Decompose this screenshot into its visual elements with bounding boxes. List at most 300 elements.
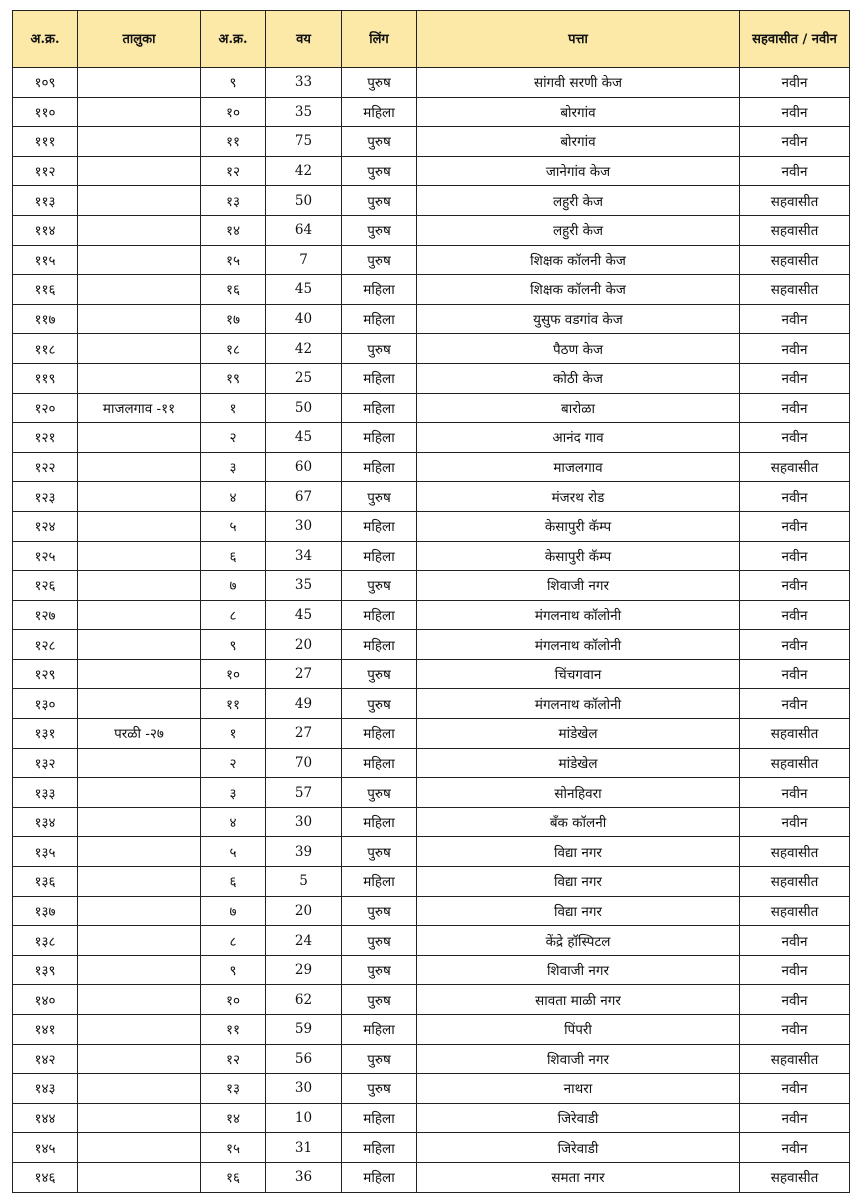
cell-taluka bbox=[78, 1074, 201, 1104]
cell-taluka bbox=[78, 127, 201, 157]
cell-status: नवीन bbox=[740, 1015, 850, 1045]
cell-gender: महिला bbox=[342, 1133, 417, 1163]
cell-sub-serial: १६ bbox=[201, 1162, 266, 1192]
cell-status: नवीन bbox=[740, 926, 850, 956]
cell-serial: १११ bbox=[13, 127, 78, 157]
cell-gender: पुरुष bbox=[342, 334, 417, 364]
cell-serial: १२४ bbox=[13, 511, 78, 541]
cell-status: सहवासीत bbox=[740, 837, 850, 867]
cell-address: शिवाजी नगर bbox=[417, 955, 740, 985]
cell-taluka bbox=[78, 837, 201, 867]
cell-gender: महिला bbox=[342, 1103, 417, 1133]
cell-gender: पुरुष bbox=[342, 985, 417, 1015]
cell-age: 40 bbox=[266, 304, 342, 334]
cell-address: नाथरा bbox=[417, 1074, 740, 1104]
cell-address: सावता माळी नगर bbox=[417, 985, 740, 1015]
cell-serial: १३९ bbox=[13, 955, 78, 985]
cell-status: सहवासीत bbox=[740, 719, 850, 749]
cell-status: सहवासीत bbox=[740, 452, 850, 482]
cell-taluka bbox=[78, 689, 201, 719]
cell-serial: १०९ bbox=[13, 68, 78, 98]
cell-sub-serial: १३ bbox=[201, 186, 266, 216]
cell-status: नवीन bbox=[740, 511, 850, 541]
cell-address: माजलगाव bbox=[417, 452, 740, 482]
cell-serial: १३३ bbox=[13, 778, 78, 808]
cell-status: नवीन bbox=[740, 630, 850, 660]
patient-table bbox=[12, 10, 850, 1193]
cell-address: सोनहिवरा bbox=[417, 778, 740, 808]
cell-taluka bbox=[78, 482, 201, 512]
cell-gender: पुरुष bbox=[342, 955, 417, 985]
cell-age: 57 bbox=[266, 778, 342, 808]
table-row bbox=[13, 363, 850, 393]
cell-age: 35 bbox=[266, 571, 342, 601]
cell-taluka bbox=[78, 334, 201, 364]
cell-taluka bbox=[78, 748, 201, 778]
cell-status: सहवासीत bbox=[740, 275, 850, 305]
cell-sub-serial: ९ bbox=[201, 630, 266, 660]
cell-serial: ११३ bbox=[13, 186, 78, 216]
cell-taluka bbox=[78, 452, 201, 482]
cell-gender: महिला bbox=[342, 1162, 417, 1192]
cell-status: नवीन bbox=[740, 482, 850, 512]
cell-gender: पुरुष bbox=[342, 215, 417, 245]
table-row bbox=[13, 186, 850, 216]
cell-taluka bbox=[78, 896, 201, 926]
cell-taluka: परळी -२७ bbox=[78, 719, 201, 749]
cell-sub-serial: १५ bbox=[201, 245, 266, 275]
cell-serial: ११८ bbox=[13, 334, 78, 364]
cell-address: शिवाजी नगर bbox=[417, 1044, 740, 1074]
cell-taluka bbox=[78, 511, 201, 541]
table-row bbox=[13, 1044, 850, 1074]
cell-gender: महिला bbox=[342, 867, 417, 897]
cell-sub-serial: ५ bbox=[201, 837, 266, 867]
cell-taluka bbox=[78, 807, 201, 837]
cell-sub-serial: १५ bbox=[201, 1133, 266, 1163]
cell-status: नवीन bbox=[740, 393, 850, 423]
cell-age: 70 bbox=[266, 748, 342, 778]
cell-address: लहुरी केज bbox=[417, 186, 740, 216]
cell-gender: पुरुष bbox=[342, 1044, 417, 1074]
cell-serial: १२५ bbox=[13, 541, 78, 571]
cell-gender: पुरुष bbox=[342, 926, 417, 956]
cell-serial: १४० bbox=[13, 985, 78, 1015]
cell-taluka bbox=[78, 68, 201, 98]
cell-serial: १३० bbox=[13, 689, 78, 719]
cell-age: 29 bbox=[266, 955, 342, 985]
cell-sub-serial: ८ bbox=[201, 600, 266, 630]
cell-sub-serial: १३ bbox=[201, 1074, 266, 1104]
cell-serial: १२६ bbox=[13, 571, 78, 601]
cell-age: 30 bbox=[266, 511, 342, 541]
cell-sub-serial: ३ bbox=[201, 452, 266, 482]
cell-gender: पुरुष bbox=[342, 896, 417, 926]
cell-taluka bbox=[78, 659, 201, 689]
cell-sub-serial: ७ bbox=[201, 896, 266, 926]
cell-taluka bbox=[78, 1133, 201, 1163]
cell-sub-serial: ४ bbox=[201, 482, 266, 512]
cell-sub-serial: १४ bbox=[201, 215, 266, 245]
table-row bbox=[13, 97, 850, 127]
cell-serial: १४१ bbox=[13, 1015, 78, 1045]
cell-address: केसापुरी कॅम्प bbox=[417, 541, 740, 571]
cell-age: 62 bbox=[266, 985, 342, 1015]
cell-address: शिवाजी नगर bbox=[417, 571, 740, 601]
cell-sub-serial: ६ bbox=[201, 867, 266, 897]
cell-sub-serial: ९ bbox=[201, 955, 266, 985]
cell-status: नवीन bbox=[740, 659, 850, 689]
cell-age: 60 bbox=[266, 452, 342, 482]
cell-address: समता नगर bbox=[417, 1162, 740, 1192]
cell-sub-serial: ५ bbox=[201, 511, 266, 541]
cell-status: नवीन bbox=[740, 1133, 850, 1163]
cell-serial: १४२ bbox=[13, 1044, 78, 1074]
cell-sub-serial: १ bbox=[201, 719, 266, 749]
table-row bbox=[13, 630, 850, 660]
cell-age: 34 bbox=[266, 541, 342, 571]
table-row bbox=[13, 541, 850, 571]
cell-sub-serial: १० bbox=[201, 97, 266, 127]
cell-age: 30 bbox=[266, 807, 342, 837]
cell-address: बोरगांव bbox=[417, 127, 740, 157]
cell-serial: १४५ bbox=[13, 1133, 78, 1163]
cell-age: 7 bbox=[266, 245, 342, 275]
cell-sub-serial: १७ bbox=[201, 304, 266, 334]
cell-serial: ११७ bbox=[13, 304, 78, 334]
cell-taluka bbox=[78, 778, 201, 808]
cell-taluka bbox=[78, 985, 201, 1015]
cell-address: आनंद गाव bbox=[417, 423, 740, 453]
table-row bbox=[13, 275, 850, 305]
table-row bbox=[13, 156, 850, 186]
cell-age: 42 bbox=[266, 334, 342, 364]
cell-status: नवीन bbox=[740, 304, 850, 334]
cell-sub-serial: १८ bbox=[201, 334, 266, 364]
cell-taluka bbox=[78, 156, 201, 186]
cell-sub-serial: ६ bbox=[201, 541, 266, 571]
cell-age: 50 bbox=[266, 186, 342, 216]
cell-gender: महिला bbox=[342, 630, 417, 660]
header-serial: अ.क्र. bbox=[13, 11, 78, 68]
cell-taluka bbox=[78, 867, 201, 897]
cell-address: चिंचगवान bbox=[417, 659, 740, 689]
cell-sub-serial: १४ bbox=[201, 1103, 266, 1133]
cell-age: 5 bbox=[266, 867, 342, 897]
cell-status: नवीन bbox=[740, 363, 850, 393]
cell-status: नवीन bbox=[740, 689, 850, 719]
cell-gender: महिला bbox=[342, 719, 417, 749]
cell-age: 45 bbox=[266, 600, 342, 630]
header-address: पत्ता bbox=[417, 11, 740, 68]
header-taluka: तालुका bbox=[78, 11, 201, 68]
cell-status: नवीन bbox=[740, 334, 850, 364]
cell-serial: ११० bbox=[13, 97, 78, 127]
cell-serial: १३७ bbox=[13, 896, 78, 926]
cell-taluka bbox=[78, 955, 201, 985]
cell-serial: १२२ bbox=[13, 452, 78, 482]
cell-sub-serial: ९ bbox=[201, 68, 266, 98]
cell-age: 56 bbox=[266, 1044, 342, 1074]
table-row bbox=[13, 215, 850, 245]
cell-age: 20 bbox=[266, 896, 342, 926]
cell-serial: १२९ bbox=[13, 659, 78, 689]
cell-taluka bbox=[78, 926, 201, 956]
cell-taluka bbox=[78, 186, 201, 216]
cell-address: सांगवी सरणी केज bbox=[417, 68, 740, 98]
cell-age: 36 bbox=[266, 1162, 342, 1192]
cell-status: नवीन bbox=[740, 985, 850, 1015]
cell-taluka bbox=[78, 600, 201, 630]
table-row bbox=[13, 1133, 850, 1163]
cell-taluka bbox=[78, 275, 201, 305]
cell-gender: पुरुष bbox=[342, 156, 417, 186]
cell-serial: १४६ bbox=[13, 1162, 78, 1192]
cell-age: 30 bbox=[266, 1074, 342, 1104]
cell-taluka bbox=[78, 423, 201, 453]
cell-gender: महिला bbox=[342, 304, 417, 334]
table-row bbox=[13, 1015, 850, 1045]
cell-gender: महिला bbox=[342, 541, 417, 571]
cell-status: नवीन bbox=[740, 541, 850, 571]
cell-status: सहवासीत bbox=[740, 867, 850, 897]
cell-taluka bbox=[78, 1162, 201, 1192]
cell-taluka bbox=[78, 97, 201, 127]
cell-age: 45 bbox=[266, 275, 342, 305]
cell-gender: पुरुष bbox=[342, 482, 417, 512]
table-row bbox=[13, 600, 850, 630]
cell-gender: पुरुष bbox=[342, 186, 417, 216]
cell-address: बोरगांव bbox=[417, 97, 740, 127]
cell-status: नवीन bbox=[740, 423, 850, 453]
cell-address: जिरेवाडी bbox=[417, 1133, 740, 1163]
cell-serial: १३४ bbox=[13, 807, 78, 837]
table-row bbox=[13, 511, 850, 541]
cell-gender: पुरुष bbox=[342, 571, 417, 601]
table-row bbox=[13, 1103, 850, 1133]
table-row bbox=[13, 689, 850, 719]
table-row bbox=[13, 68, 850, 98]
cell-age: 20 bbox=[266, 630, 342, 660]
cell-sub-serial: ११ bbox=[201, 689, 266, 719]
cell-status: सहवासीत bbox=[740, 1162, 850, 1192]
cell-taluka bbox=[78, 1044, 201, 1074]
cell-address: मांडेखेल bbox=[417, 748, 740, 778]
cell-age: 27 bbox=[266, 659, 342, 689]
cell-status: सहवासीत bbox=[740, 245, 850, 275]
cell-gender: महिला bbox=[342, 807, 417, 837]
cell-address: पैठण केज bbox=[417, 334, 740, 364]
cell-serial: १४४ bbox=[13, 1103, 78, 1133]
cell-serial: १२१ bbox=[13, 423, 78, 453]
cell-taluka bbox=[78, 215, 201, 245]
patient-table-container bbox=[12, 10, 849, 1193]
table-row bbox=[13, 393, 850, 423]
cell-status: सहवासीत bbox=[740, 186, 850, 216]
cell-serial: १२० bbox=[13, 393, 78, 423]
cell-sub-serial: ११ bbox=[201, 1015, 266, 1045]
cell-age: 33 bbox=[266, 68, 342, 98]
cell-status: नवीन bbox=[740, 68, 850, 98]
cell-status: सहवासीत bbox=[740, 748, 850, 778]
cell-gender: पुरुष bbox=[342, 1074, 417, 1104]
cell-address: विद्या नगर bbox=[417, 867, 740, 897]
cell-address: मंगलनाथ कॉलोनी bbox=[417, 630, 740, 660]
header-sub-serial: अ.क्र. bbox=[201, 11, 266, 68]
cell-sub-serial: ११ bbox=[201, 127, 266, 157]
cell-taluka bbox=[78, 1103, 201, 1133]
cell-serial: ११९ bbox=[13, 363, 78, 393]
table-row bbox=[13, 245, 850, 275]
cell-age: 25 bbox=[266, 363, 342, 393]
cell-address: जिरेवाडी bbox=[417, 1103, 740, 1133]
cell-taluka bbox=[78, 630, 201, 660]
cell-status: सहवासीत bbox=[740, 215, 850, 245]
cell-address: शिक्षक कॉलनी केज bbox=[417, 275, 740, 305]
cell-serial: ११२ bbox=[13, 156, 78, 186]
cell-gender: पुरुष bbox=[342, 68, 417, 98]
header-gender: लिंग bbox=[342, 11, 417, 68]
cell-age: 31 bbox=[266, 1133, 342, 1163]
table-body bbox=[13, 68, 850, 1193]
cell-status: सहवासीत bbox=[740, 896, 850, 926]
table-row bbox=[13, 719, 850, 749]
cell-sub-serial: ७ bbox=[201, 571, 266, 601]
cell-sub-serial: ८ bbox=[201, 926, 266, 956]
cell-taluka: माजलगाव -११ bbox=[78, 393, 201, 423]
table-row bbox=[13, 926, 850, 956]
cell-serial: १३६ bbox=[13, 867, 78, 897]
cell-address: लहुरी केज bbox=[417, 215, 740, 245]
cell-serial: १२७ bbox=[13, 600, 78, 630]
cell-sub-serial: १ bbox=[201, 393, 266, 423]
cell-sub-serial: १० bbox=[201, 659, 266, 689]
cell-taluka bbox=[78, 363, 201, 393]
table-row bbox=[13, 837, 850, 867]
cell-serial: १३८ bbox=[13, 926, 78, 956]
cell-age: 10 bbox=[266, 1103, 342, 1133]
header-status: सहवासीत / नवीन bbox=[740, 11, 850, 68]
table-row bbox=[13, 955, 850, 985]
cell-address: मंगलनाथ कॉलोनी bbox=[417, 689, 740, 719]
cell-age: 35 bbox=[266, 97, 342, 127]
cell-address: शिक्षक कॉलनी केज bbox=[417, 245, 740, 275]
cell-address: पिंपरी bbox=[417, 1015, 740, 1045]
cell-gender: पुरुष bbox=[342, 659, 417, 689]
cell-sub-serial: १२ bbox=[201, 156, 266, 186]
cell-age: 39 bbox=[266, 837, 342, 867]
cell-taluka bbox=[78, 304, 201, 334]
cell-age: 45 bbox=[266, 423, 342, 453]
cell-serial: १२३ bbox=[13, 482, 78, 512]
cell-taluka bbox=[78, 541, 201, 571]
table-row bbox=[13, 896, 850, 926]
table-row bbox=[13, 1162, 850, 1192]
cell-sub-serial: १० bbox=[201, 985, 266, 1015]
cell-sub-serial: १६ bbox=[201, 275, 266, 305]
cell-gender: पुरुष bbox=[342, 127, 417, 157]
cell-gender: महिला bbox=[342, 393, 417, 423]
cell-age: 75 bbox=[266, 127, 342, 157]
cell-age: 50 bbox=[266, 393, 342, 423]
cell-age: 42 bbox=[266, 156, 342, 186]
cell-address: मंगलनाथ कॉलोनी bbox=[417, 600, 740, 630]
cell-age: 24 bbox=[266, 926, 342, 956]
table-row bbox=[13, 334, 850, 364]
cell-status: नवीन bbox=[740, 156, 850, 186]
cell-address: विद्या नगर bbox=[417, 837, 740, 867]
cell-status: नवीन bbox=[740, 807, 850, 837]
cell-sub-serial: २ bbox=[201, 748, 266, 778]
cell-gender: महिला bbox=[342, 97, 417, 127]
table-row bbox=[13, 778, 850, 808]
table-row bbox=[13, 659, 850, 689]
cell-address: केसापुरी कॅम्प bbox=[417, 511, 740, 541]
cell-taluka bbox=[78, 1015, 201, 1045]
cell-sub-serial: २ bbox=[201, 423, 266, 453]
table-row bbox=[13, 127, 850, 157]
cell-gender: महिला bbox=[342, 1015, 417, 1045]
cell-address: विद्या नगर bbox=[417, 896, 740, 926]
cell-status: नवीन bbox=[740, 778, 850, 808]
cell-address: मंजरथ रोड bbox=[417, 482, 740, 512]
cell-serial: ११४ bbox=[13, 215, 78, 245]
cell-gender: पुरुष bbox=[342, 778, 417, 808]
cell-status: नवीन bbox=[740, 97, 850, 127]
header-age: वय bbox=[266, 11, 342, 68]
table-row bbox=[13, 423, 850, 453]
cell-gender: महिला bbox=[342, 748, 417, 778]
cell-age: 27 bbox=[266, 719, 342, 749]
cell-address: युसुफ वडगांव केज bbox=[417, 304, 740, 334]
cell-taluka bbox=[78, 245, 201, 275]
table-row bbox=[13, 571, 850, 601]
cell-gender: महिला bbox=[342, 275, 417, 305]
cell-age: 67 bbox=[266, 482, 342, 512]
cell-gender: महिला bbox=[342, 511, 417, 541]
cell-address: जानेगांव केज bbox=[417, 156, 740, 186]
cell-status: नवीन bbox=[740, 955, 850, 985]
cell-address: मांडेखेल bbox=[417, 719, 740, 749]
cell-age: 64 bbox=[266, 215, 342, 245]
cell-gender: महिला bbox=[342, 452, 417, 482]
table-row bbox=[13, 985, 850, 1015]
cell-address: कोठी केज bbox=[417, 363, 740, 393]
table-row bbox=[13, 482, 850, 512]
cell-serial: ११५ bbox=[13, 245, 78, 275]
cell-gender: महिला bbox=[342, 363, 417, 393]
table-row bbox=[13, 1074, 850, 1104]
cell-status: नवीन bbox=[740, 127, 850, 157]
cell-sub-serial: १२ bbox=[201, 1044, 266, 1074]
cell-gender: पुरुष bbox=[342, 245, 417, 275]
cell-serial: १३५ bbox=[13, 837, 78, 867]
cell-serial: १३२ bbox=[13, 748, 78, 778]
cell-gender: पुरुष bbox=[342, 837, 417, 867]
cell-address: बारोळा bbox=[417, 393, 740, 423]
cell-serial: १४३ bbox=[13, 1074, 78, 1104]
cell-address: केंद्रे हॉस्पिटल bbox=[417, 926, 740, 956]
cell-status: नवीन bbox=[740, 1074, 850, 1104]
cell-age: 49 bbox=[266, 689, 342, 719]
table-row bbox=[13, 748, 850, 778]
cell-taluka bbox=[78, 571, 201, 601]
cell-sub-serial: १९ bbox=[201, 363, 266, 393]
cell-gender: महिला bbox=[342, 423, 417, 453]
table-row bbox=[13, 867, 850, 897]
cell-status: नवीन bbox=[740, 1103, 850, 1133]
cell-sub-serial: ४ bbox=[201, 807, 266, 837]
